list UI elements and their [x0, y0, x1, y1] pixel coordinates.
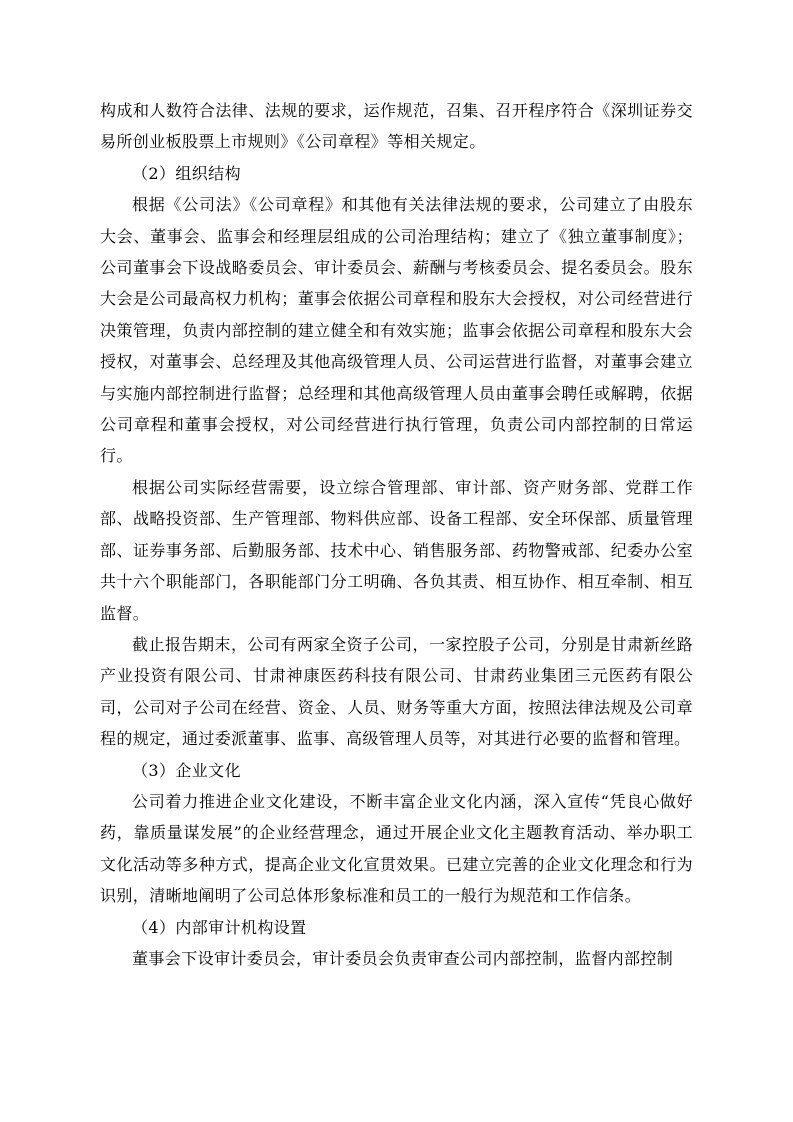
paragraph-continuation-compliance: 构成和人数符合法律、法规的要求，运作规范，召集、召开程序符合《深圳证券交易所创业板股票上市规则》《公司章程》等相关规定。 — [100, 101, 693, 152]
paragraph-audit-committee: 董事会下设审计委员会，审计委员会负责审查公司内部控制，监督内部控制 — [132, 948, 674, 968]
paragraph-corporate-culture: 公司着力推进企业文化建设，不断丰富企业文化内涵，深入宣传“凭良心做好药，靠质量谋发展”的企业经营理念，通过开展企业文化主题教育活动、举办职工文化活动等多种方式，提高企业文化宣贯效果。已建立完善的企业文化理念和行为识别，清晰地阐明了公司总体形象标准和员工的一般行为规范和工作信条。 — [100, 791, 693, 906]
document-text-block — [100, 95, 693, 974]
section-heading-internal-audit-setup: （4）内部审计机构设置 — [132, 917, 307, 937]
paragraph-governance-structure: 根据《公司法》《公司章程》和其他有关法律法规的要求，公司建立了由股东大会、董事会、监事会和经理层组成的公司治理结构；建立了《独立董事制度》；公司董事会下设战略委员会、审计委员会、薪酬与考核委员会、提名委员会。股东大会是公司最高权力机构；董事会依据公司章程和股东大会授权，对公司经营进行决策管理，负责内部控制的建立健全和有效实施；监事会依据公司章程和股东大会授权，对董事会、总经理及其他高级管理人员、公司运营进行监督，对董事会建立与实施内部控制进行监督；总经理和其他高级管理人员由董事会聘任或解聘，依据公司章程和董事会授权，对公司经营进行执行管理，负责公司内部控制的日常运行。 — [100, 195, 693, 466]
paragraph-subsidiaries: 截止报告期末，公司有两家全资子公司，一家控股子公司，分别是甘肃新丝路产业投资有限公司、甘肃神康医药科技有限公司、甘肃药业集团三元医药有限公司，公司对子公司在经营、资金、人员、财务等重大方面，按照法律法规及公司章程的规定，通过委派董事、监事、高级管理人员等，对其进行必要的监督和管理。 — [100, 634, 693, 749]
paragraph-functional-departments: 根据公司实际经营需要，设立综合管理部、审计部、资产财务部、党群工作部、战略投资部、生产管理部、物料供应部、设备工程部、安全环保部、质量管理部、证券事务部、后勤服务部、技术中心、销售服务部、药物警戒部、纪委办公室共十六个职能部门，各职能部门分工明确、各负其责、相互协作、相互牵制、相互监督。 — [100, 477, 693, 623]
section-heading-organization-structure: （2）组织结构 — [132, 163, 241, 183]
section-heading-corporate-culture: （3）企业文化 — [132, 760, 241, 780]
